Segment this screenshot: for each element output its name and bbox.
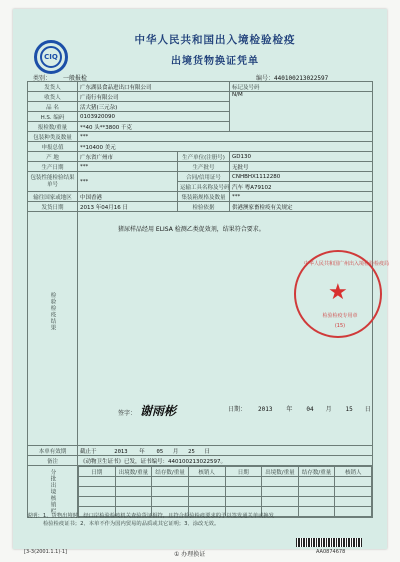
- ship-date-row: [28, 202, 373, 212]
- batch-col-out: 出境数/重量: [115, 467, 152, 477]
- seal-top-text: 中华人民共和国广州出入境检验检疫局: [304, 261, 390, 267]
- batch-value: 无批号: [230, 162, 373, 172]
- qty-label: 报检数/重量: [28, 122, 78, 132]
- document-subtitle: 出境货物换证凭单: [171, 56, 259, 67]
- batch-col-out-2: 出境数/重量: [262, 467, 299, 477]
- seal-star-icon: ★: [328, 280, 348, 305]
- batch-header-row: [28, 466, 373, 518]
- hs-label: H.S. 编码: [28, 112, 78, 122]
- dest-value: 中国香港: [78, 192, 178, 202]
- validity-label: 本单有效期: [28, 446, 78, 456]
- batch-empty-row: [79, 497, 372, 507]
- contract-value: CNHBHX1112280: [230, 172, 373, 182]
- producer-label: 生产单位(注册号): [178, 152, 230, 162]
- ship-date-label: 发货日期: [28, 202, 78, 212]
- batch-table: [78, 466, 372, 517]
- value-label: 申报总值: [28, 142, 78, 152]
- origin-value: 广东省广州市: [78, 152, 178, 162]
- batch-section-cell: [28, 466, 78, 518]
- contract-row: [28, 172, 373, 182]
- signature-row: [118, 402, 176, 419]
- producer-value: GD130: [230, 152, 373, 162]
- form-code: [3-3(2001.1.1)·1]: [24, 549, 68, 555]
- receiver-label: 收货人: [28, 92, 78, 102]
- batch-table-cell: [78, 466, 373, 518]
- prod-date-value: ***: [78, 162, 178, 172]
- signature: 谢雨彬: [140, 404, 177, 418]
- pkg-perf-label: 包装性能检验结果单号: [28, 172, 78, 192]
- notes-line-1: 说明：1、货物出境时，经口岸检验检疫机关查验货证相符，且符合检验检疫要求的予以签发通关单或换发: [27, 513, 275, 519]
- document-title: 中华人民共和国出入境检验检疫: [134, 34, 296, 46]
- serial-number: AA0874678: [316, 549, 346, 555]
- receiver-value: 广南行有限公司: [78, 92, 230, 102]
- dest-row: [28, 192, 373, 202]
- batch-col-date-2: 日期: [225, 467, 262, 477]
- contract-label: 合同/信用证号: [178, 172, 230, 182]
- ship-date-value: 2013 年04月16 日: [78, 202, 178, 212]
- remarks-value: 《动物卫生证书》已发，证书编号：440100213022597。: [78, 456, 373, 466]
- goods-value: 活大猪(三元杂): [78, 102, 230, 112]
- batch-empty-row: [79, 487, 372, 497]
- batch-section-label: 分批出境核销栏: [49, 468, 56, 515]
- goods-label: 品 名: [28, 102, 78, 112]
- batch-col-balance: 结存数/重量: [152, 467, 189, 477]
- prod-date-row: [28, 162, 373, 172]
- barcode-icon: [296, 538, 362, 547]
- hs-value: 0103920090: [78, 112, 230, 122]
- category: 类别： 一般报检: [33, 75, 88, 82]
- batch-col-date: 日期: [79, 467, 116, 477]
- shipper-row: [28, 82, 373, 92]
- container-value: ***: [230, 192, 373, 202]
- result-cell: [78, 212, 390, 446]
- mark-value: N/M: [230, 92, 373, 132]
- value-value: **10400 美元: [78, 142, 373, 152]
- mark-label: 标记及号码: [230, 82, 373, 92]
- basis-value: 供港澳家畜检疫有关规定: [230, 202, 373, 212]
- official-seal: [294, 250, 390, 338]
- signature-label: 签字：: [118, 410, 137, 417]
- ciq-logo-icon: CIQ: [34, 40, 68, 74]
- remarks-row: [28, 456, 373, 466]
- seal-number: (15): [334, 323, 346, 329]
- batch-col-balance-2: 结存数/重量: [298, 467, 335, 477]
- pkg-perf-value: ***: [78, 172, 178, 192]
- seal-bottom-text: 检验检疫专用章: [322, 313, 358, 319]
- result-label: 检验检疫结果: [49, 292, 56, 331]
- qty-value: **40 头**3800 千克: [78, 122, 230, 132]
- pack-label: 包装种类及数量: [28, 132, 78, 142]
- result-row: [28, 212, 373, 446]
- shipper-label: 发货人: [28, 82, 78, 92]
- batch-table-header: [79, 467, 372, 477]
- result-label-cell: [28, 212, 78, 446]
- batch-col-officer-2: 核销人: [335, 467, 372, 477]
- batch-label: 生产批号: [178, 162, 230, 172]
- validity-row: [28, 446, 373, 456]
- receiver-row: [28, 92, 373, 102]
- prod-date-label: 生产日期: [28, 162, 78, 172]
- certificate-form: [27, 81, 390, 518]
- certificate-number: 编号：440100213022597: [256, 75, 329, 82]
- origin-label: 产 地: [28, 152, 78, 162]
- result-date: 日期： 2013 年 04 月 15 日: [228, 406, 371, 413]
- basis-label: 检验依据: [178, 202, 230, 212]
- batch-empty-row: [79, 477, 372, 487]
- transport-label: 运输工具名称及号码: [178, 182, 230, 192]
- dest-label: 输往国家或地区: [28, 192, 78, 202]
- pack-value: ***: [78, 132, 373, 142]
- transport-value: 汽车 粤A79102: [230, 182, 373, 192]
- origin-row: [28, 152, 373, 162]
- container-label: 集装箱规格及数量: [178, 192, 230, 202]
- shipper-value: 广东湖县食品进出口有限公司: [78, 82, 230, 92]
- result-text: 猪尿样品经用 ELISA 检测乙类促效剂，结果符合要求。: [118, 226, 265, 233]
- copy-label: ① 办理换证: [174, 551, 206, 558]
- notes: [27, 512, 372, 528]
- pack-row: [28, 132, 373, 142]
- remarks-label: 备注: [28, 456, 78, 466]
- notes-line-2: 检验检疫证书；2、本单不作为国内贸易的品质或其它证明；3、涂改无效。: [43, 521, 220, 527]
- validity-value: 截止于 2013 年 05 月 25 日: [78, 446, 373, 456]
- value-row: [28, 142, 373, 152]
- batch-col-officer: 核销人: [188, 467, 225, 477]
